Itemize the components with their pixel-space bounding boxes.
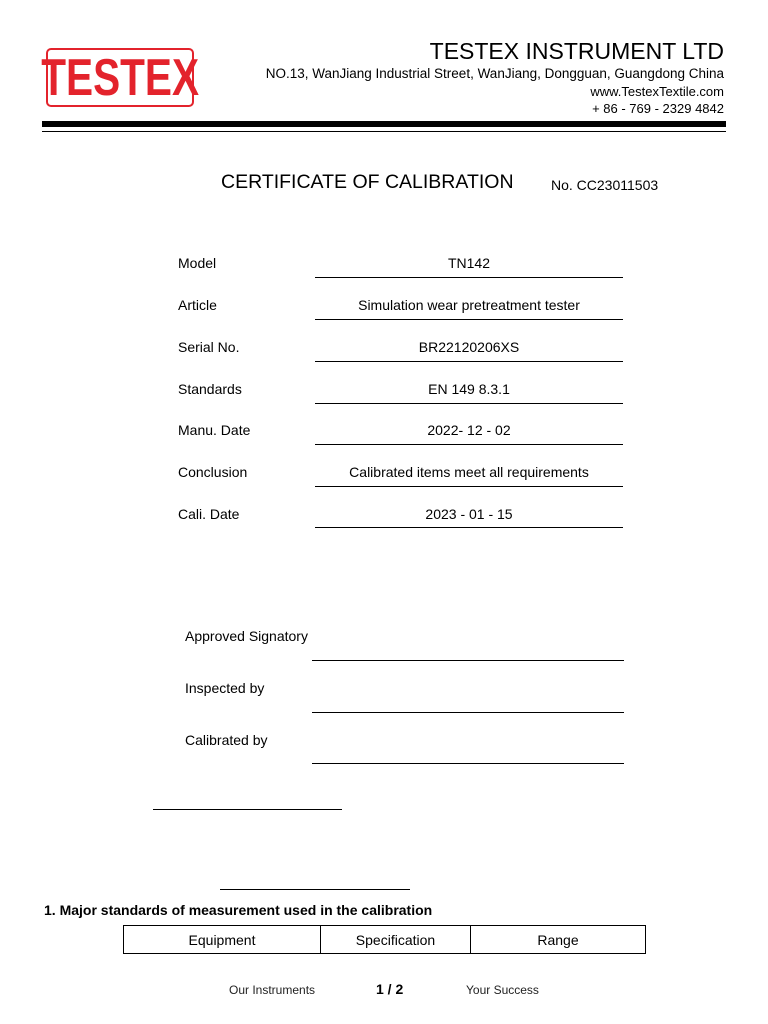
footer-left-text: Our Instruments: [229, 983, 316, 997]
info-underline: [315, 444, 623, 445]
info-label-article: Article: [178, 297, 217, 313]
signature-line-inspected: [312, 712, 624, 713]
info-underline: [315, 403, 623, 404]
info-value-manu-date: 2022- 12 - 02: [427, 422, 511, 438]
info-value-model: TN142: [447, 255, 491, 271]
table-header-row: [124, 926, 646, 954]
header-rule-thin: [42, 131, 726, 132]
signature-label-calibrated: Calibrated by: [185, 732, 268, 748]
info-label-standards: Standards: [178, 381, 242, 397]
page-number: 1 / 2: [376, 981, 404, 997]
signature-label-inspected: Inspected by: [185, 680, 265, 696]
company-address: NO.13, WanJiang Industrial Street, WanJiang, Dongguan, Guangdong China: [265, 66, 724, 81]
table-header-range: Range: [471, 926, 646, 954]
certificate-number: No. CC23011503: [551, 177, 659, 193]
logo-text: TESTEX: [41, 48, 199, 107]
table-header-specification: Specification: [321, 926, 471, 954]
info-underline: [315, 361, 623, 362]
company-website: www.TestexTextile.com: [590, 84, 724, 99]
blank-line: [220, 889, 410, 890]
blank-line: [153, 809, 342, 810]
company-phone: + 86 - 769 - 2329 4842: [592, 101, 724, 116]
company-name: TESTEX INSTRUMENT LTD: [429, 38, 724, 64]
company-logo: [41, 48, 199, 107]
signature-label-approved: Approved Signatory: [185, 628, 308, 644]
footer-right-text: Your Success: [466, 983, 539, 997]
section-title-standards: 1. Major standards of measurement used in the calibration: [44, 902, 433, 918]
signature-line-approved: [312, 660, 624, 661]
info-label-manu-date: Manu. Date: [178, 422, 251, 438]
info-label-model: Model: [178, 255, 217, 271]
info-label-serial: Serial No.: [178, 339, 240, 355]
certificate-title: CERTIFICATE OF CALIBRATION: [221, 171, 514, 193]
info-underline: [315, 319, 623, 320]
info-label-conclusion: Conclusion: [178, 464, 248, 480]
info-value-article: Simulation wear pretreatment tester: [358, 297, 580, 313]
info-value-standards: EN 149 8.3.1: [428, 381, 510, 397]
info-value-cali-date: 2023 - 01 - 15: [425, 506, 513, 522]
header-rule-thick: [42, 121, 726, 127]
info-label-cali-date: Cali. Date: [178, 506, 240, 522]
info-underline: [315, 277, 623, 278]
info-underline: [315, 486, 623, 487]
info-underline: [315, 527, 623, 528]
table-header-equipment: Equipment: [124, 926, 321, 954]
info-value-serial: BR22120206XS: [418, 339, 520, 355]
info-value-conclusion: Calibrated items meet all requirements: [349, 464, 589, 480]
signature-line-calibrated: [312, 763, 624, 764]
standards-table: [123, 925, 646, 954]
